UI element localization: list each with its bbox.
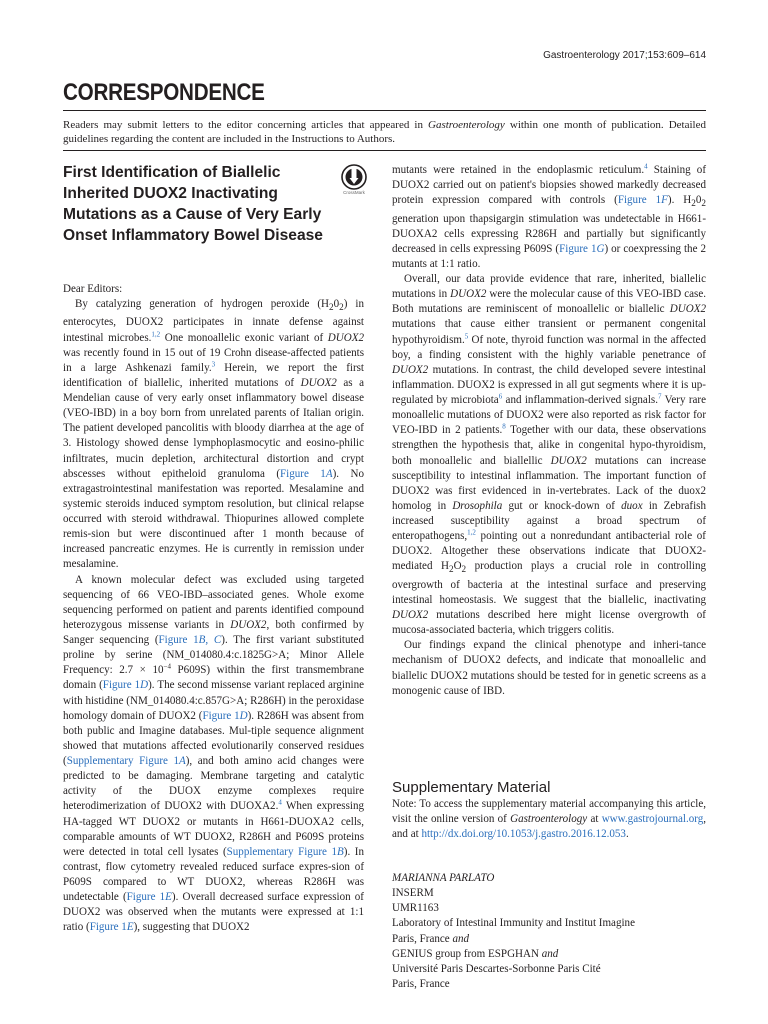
figure-link[interactable]: Figure 1A [280,467,333,480]
affiliation-line: Paris, France [392,977,450,990]
crossmark-icon[interactable] [341,164,367,190]
figure-link[interactable]: Figure 1D [202,709,248,722]
journal-citation: Gastroenterology 2017;153:609–614 [543,50,706,61]
affiliation-line: Paris, France and [392,932,470,945]
figure-link[interactable]: Figure 1G [559,242,605,255]
supplementary-note: Note: To access the supplementary material accompanying this article, visit the online version of Gastroenterology at www.gastrojournal.org, and at http://dx.doi.org/10.1053/j.gastro.2016.12.053. [392,798,707,841]
figure-link[interactable]: Figure 1D [102,679,149,692]
intro-rule [63,150,706,151]
paragraph-3: mutants were retained in the endoplasmic reticulum.$^4$ Staining of DUOX2 carried out on patient's biopsies showed markedly decreased protein expression compared with controls (Figure 1F). $H_20_2$ generation upon thapsigargin stimulation was undetectable in H661-DUOXA2 cells expressing R286H and partially but significantly decreased in cells expressing P609S (Figure 1G) or coexpressing the 2 mutants at 1:1 ratio. [392,162,706,270]
paragraph-5: Our findings expand the clinical phenotype and inheri-tance mechanism of DUOX2 defects, and indicate that monoallelic and biallelic DUOX2 mutations should be tested for in genetic screens as a monogenic cause of IBD. [392,639,706,697]
figure-link[interactable]: Figure 1E [126,891,172,904]
affiliation-line: Université Paris Descartes-Sorbonne Paris Cité [392,962,601,975]
article-title: First Identification of Biallelic Inherited DUOX2 Inactivating Mutations as a Cause of Very Early Onset Inflammatory Bowel Disease [63,164,323,244]
paragraph-4: Overall, our data provide evidence that rare, inherited, biallelic mutations in DUOX2 were the molecular cause of this VEO-IBD case. Both mutations are reminiscent of monoallelic or biallelic DUOX2 mutations that cause either transient or permanent congenital hypothyroidism.$^5$ Of note, thyroid function was normal in the affected boy, a finding consistent with the highly variable penetrance of DUOX2 mutations. In contrast, the child developed severe intestinal inflammation. DUOX2 is expressed in all gut segments where it is up-regulated by microbiota$^6$ and inflammation-derived signals.$^7$ Very rare monoallelic mutations of DUOX2 were also reported as risk factor for VEO-IBD in 2 patients.$^8$ Together with our data, these observations strengthen the hypothesis that, alike in congenital hypo-thyroidism, both monoallelic and biallellic DUOX2 mutations can increase susceptibility to intestinal inflammation. The important function of DUOX2 was first evidenced in in-vertebrates. Lack of the duox2 homolog in Drosophila gut or knock-down of duox in Zebrafish increased susceptibility against a broad spectrum of enteropathogens,$^{1,2}$ pointing out a nonredundant antibacterial role of DUOX2. Altogether these observations indicate that DUOX2-mediated $H_2O_2$ production plays a crucial role in controlling overgrowth of bacteria at the intestinal surface and preserving intestinal homeostasis. We suggest that the biallelic, inactivating DUOX2 mutations described here might license overgrowth of mucosa-associated bacteria, which triggers colitis. [392,273,706,637]
figure-link[interactable]: Figure 1E [89,921,134,934]
salutation: Dear Editors: [63,283,123,295]
affiliation-line: INSERM [392,887,434,900]
affiliation-line: GENIUS group from ESPGHAN and [392,947,559,960]
affiliation-line: UMR1163 [392,902,439,915]
paragraph-2: A known molecular defect was excluded using targeted sequencing of 66 VEO-IBD–associated genes. Whole exome sequencing performed on patient and parents identified compound heterozygous missense variants in DUOX2, both confirmed by Sanger sequencing (Figure 1B, C). The first variant substituted proline by serine (NM_014080.4:c.1825G>A; Minor Allele Frequency: $2.7 \times 10^{-4}$ P609S) within the first transmembrane domain (Figure 1D). The second missense variant replaced arginine with histidine (NM_014080.4:c.857G>A; R286H) in the peroxidase homology domain of DUOX2 (Figure 1D). R286H was absent from both public and Imagine databases. Mul-tiple sequence alignment showed that mutations affected evolutionarily conserved residues (Supplementary Figure 1A), and both amino acid changes were predicted to be damaging. Membrane targeting and catalytic activity of the DUOX enzyme complexes require heterodimerization of DUOX2 with DUOXA2.$^4$ When expressing HA-tagged WT DUOX2 or mutants in H661-DUOXA2 cells, comparable amounts of WT DUOX2, R286H and P609S proteins were detected in total cell lysates (Supplementary Figure 1B). In contrast, flow cytometry revealed reduced surface expres-sion of P609S compared to WT DUOX2, whereas R286H was undetectable (Figure 1E). Overall decreased surface expression of DUOX2 was observed when the mutants were expressed at 1:1 ratio (Figure 1E), suggesting that DUOX2 [63,573,365,934]
author-name: MARIANNA PARLATO [392,872,495,884]
left-column [63,282,364,936]
header-rule [63,110,706,111]
figure-link[interactable]: Figure 1B, C [158,634,222,647]
figure-link[interactable]: Figure 1F [617,194,668,207]
crossmark-label: CrossMark [343,190,365,195]
supplementary-figure-link[interactable]: Supplementary Figure 1A [66,755,186,768]
intro-note: Readers may submit letters to the editor concerning articles that appeared in Gastroenterology within one month of publication. Detailed guidelines regarding the content are included in the Instructions to Authors. [63,119,706,146]
author-signature [392,871,706,992]
supplementary-title: Supplementary Material [392,779,551,796]
doi-link[interactable]: http://dx.doi.org/10.1053/j.gastro.2016.12.053 [421,828,626,841]
supplementary-section [392,779,706,842]
affiliation-line: Laboratory of Intestinal Immunity and Institut Imagine [392,917,635,930]
supplementary-figure-link[interactable]: Supplementary Figure 1B [226,845,344,858]
right-column [392,163,706,699]
journal-website-link[interactable]: www.gastrojournal.org [601,813,704,826]
section-title: CORRESPONDENCE [63,79,265,106]
paragraph-1: By catalyzing generation of hydrogen peroxide $(H_20_2)$ in enterocytes, DUOX2 participates in innate defense against intestinal microbes.$^{1,2}$ One monoallelic exonic variant of DUOX2 was recently found in 15 out of 19 Crohn disease-affected patients in a large Ashkenazi family.$^3$ Herein, we report the first identification of biallelic, inherited mutations of DUOX2 as a Mendelian cause of very early onset inflammatory bowel disease (VEO-IBD) in a boy born from unrelated parents of Italian origin. The patient developed pancolitis with bloody diarrhea at the age of 3. Histology showed dense lymphoplasmocytic and eosino-philic infiltrates, mucin depletion, architectural distortion and crypt abscesses without epitheloid granuloma (Figure 1A). No extragastrointestinal manifestation was reported. Mesalamine and systemic steroids induced symptom resolution, but clinical relapse occurred with steroid withdrawal. Thiopurines allowed complete remis-sion but were discontinued after 1 month because of increased pancreatic enzymes. He is currently in remission under mesalamine. [63,298,364,571]
